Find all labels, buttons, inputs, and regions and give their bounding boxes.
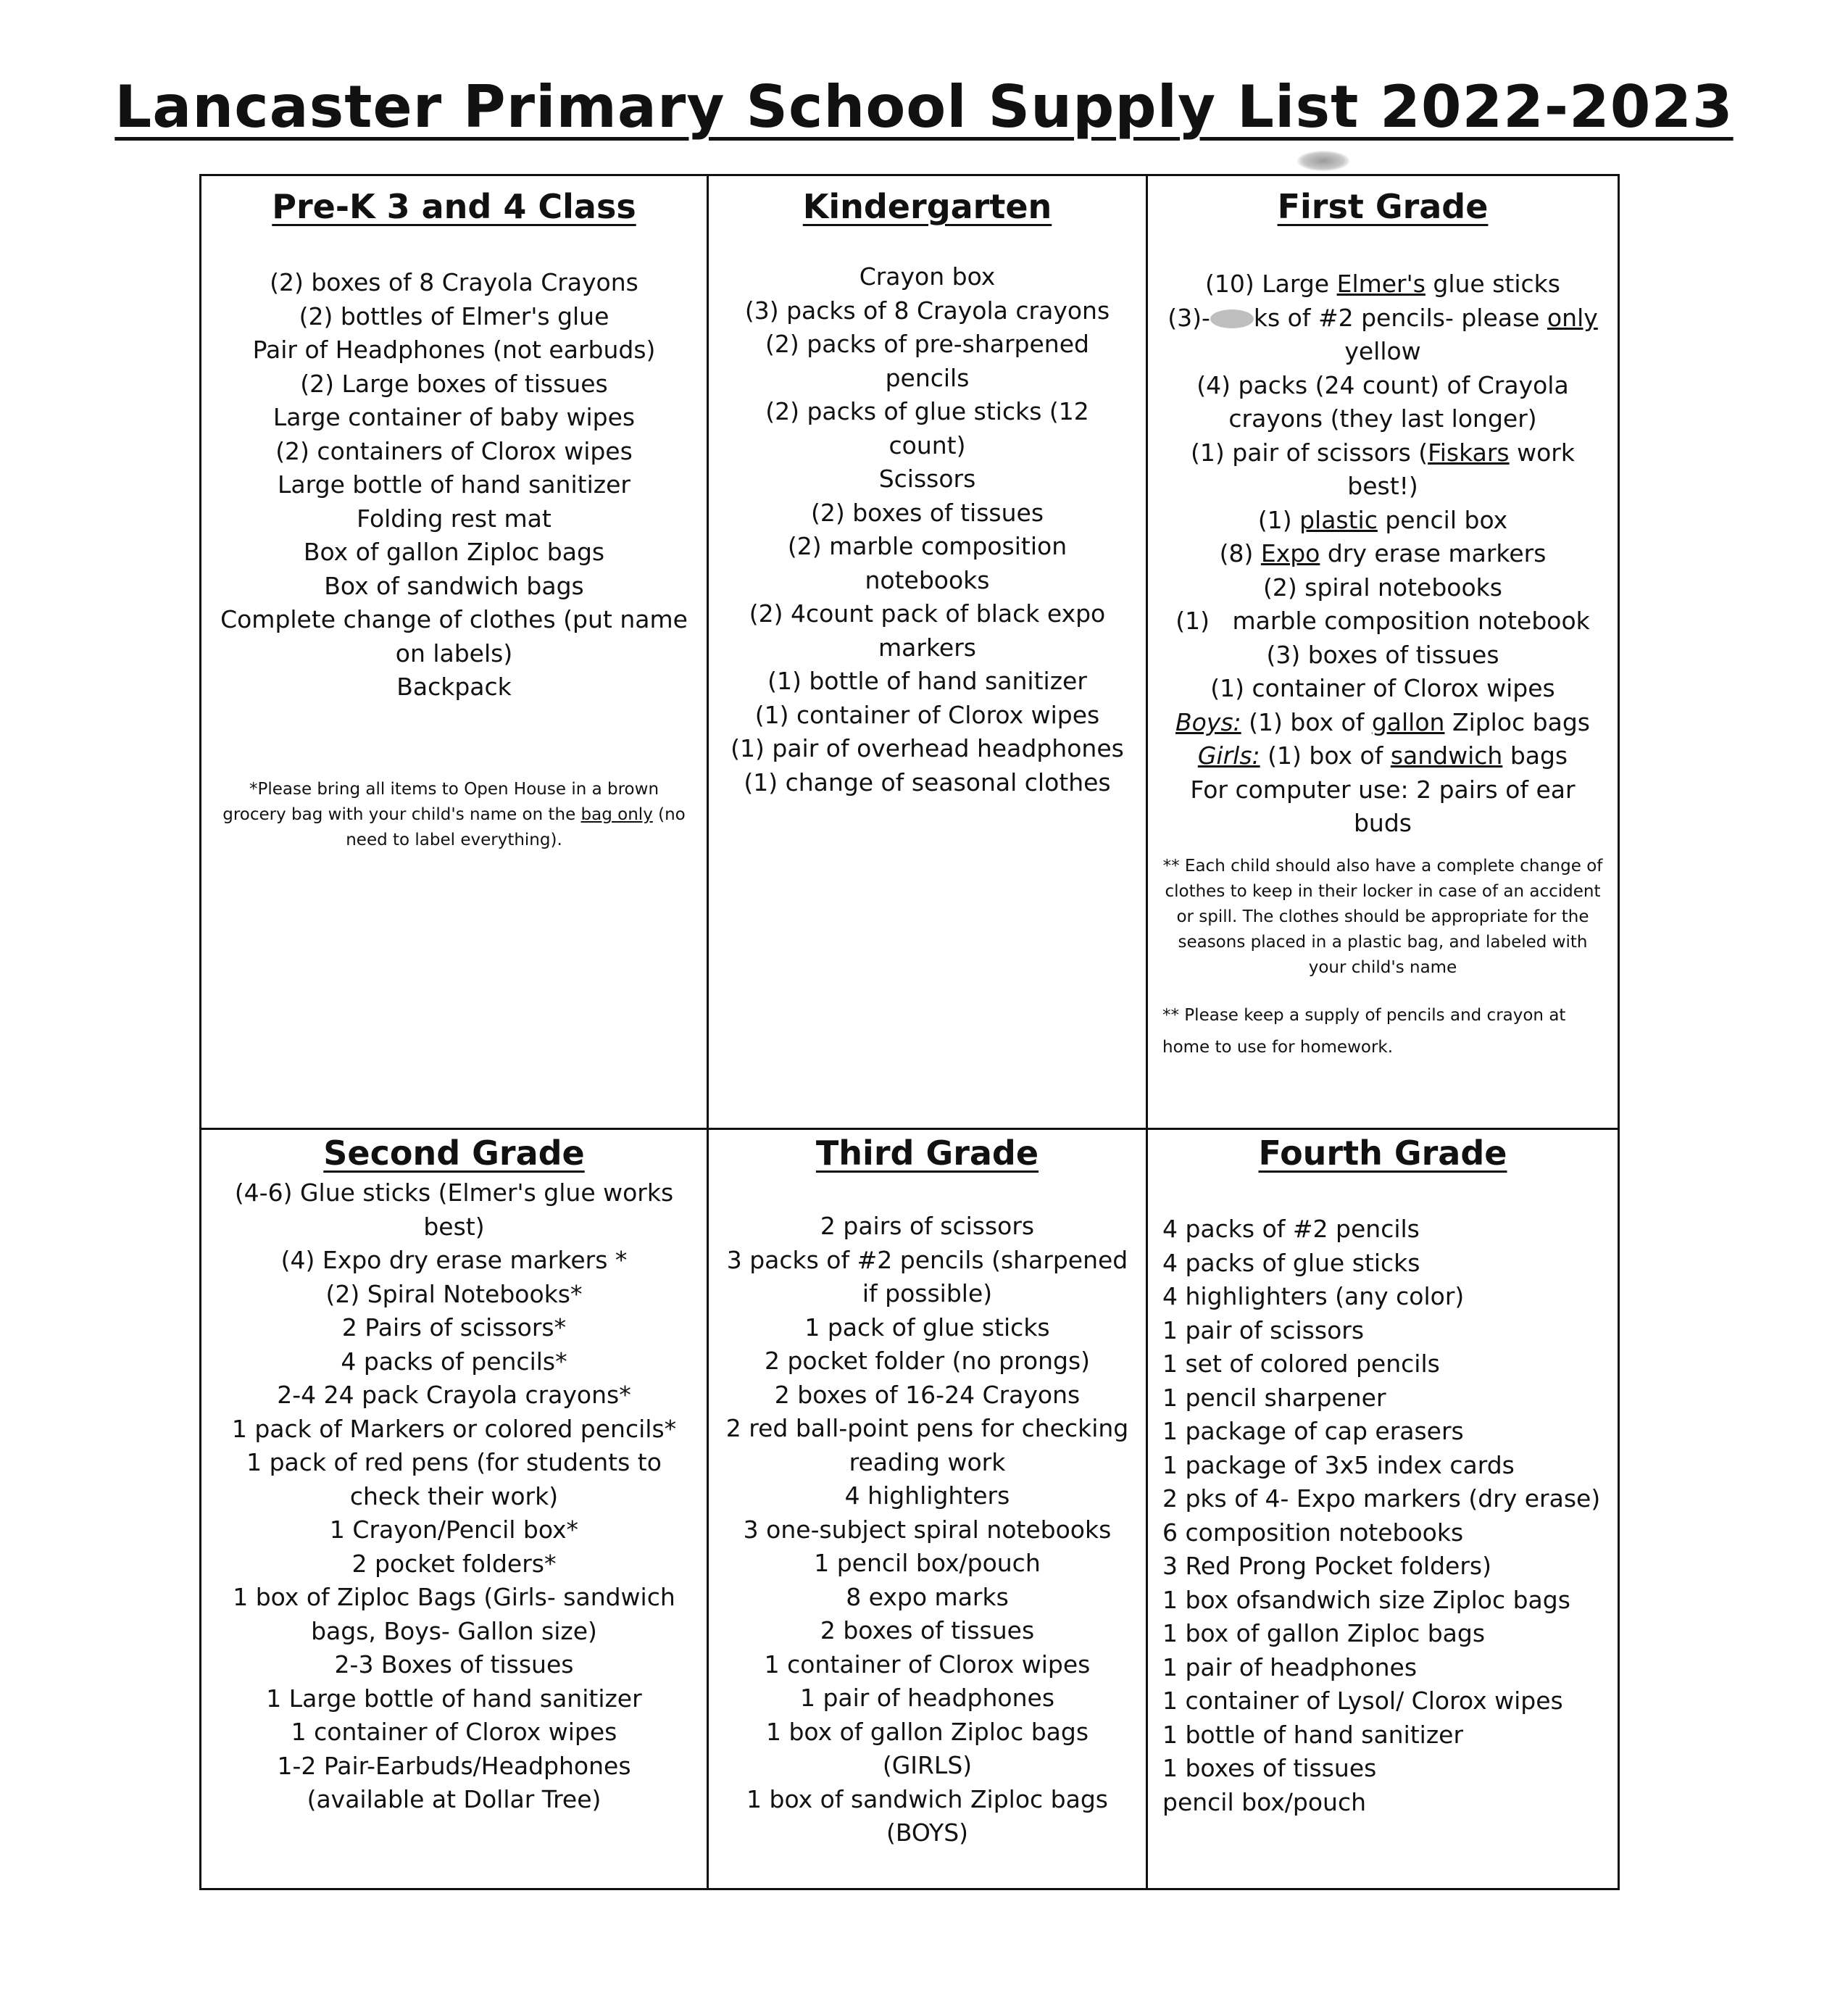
list-item: 1 pack of red pens (for students to check their work) (246, 1448, 662, 1510)
list-item: (1) change of seasonal clothes (744, 768, 1111, 797)
list-item: (2) spiral notebooks (1263, 573, 1502, 602)
list-item: 1 bottle of hand sanitizer (1162, 1720, 1464, 1749)
list-item: Folding rest mat (357, 504, 552, 533)
list-item: 6 composition notebooks (1162, 1518, 1464, 1547)
list-item: 2-3 Boxes of tissues (334, 1650, 574, 1679)
section-heading: Pre-K 3 and 4 Class (272, 187, 636, 226)
list-item: (1) bottle of hand sanitizer (767, 667, 1087, 696)
list-item: 1 container of Clorox wipes (764, 1650, 1091, 1679)
list-item: 1 package of 3x5 index cards (1162, 1450, 1515, 1479)
list-item: 1 box ofsandwich size Ziploc bags (1162, 1585, 1570, 1614)
list-item: (2) packs of glue sticks (12 count) (765, 397, 1089, 460)
list-item: 8 expo marks (846, 1582, 1009, 1611)
list-item: For computer use: 2 pairs of ear buds (1190, 775, 1576, 838)
list-item: Large bottle of hand sanitizer (278, 470, 630, 499)
list-item: (1) container of Clorox wipes (754, 700, 1100, 729)
list-item: 4 packs of glue sticks (1162, 1248, 1420, 1277)
list-item: 1 package of cap erasers (1162, 1417, 1464, 1446)
list-item: Complete change of clothes (put name on labels) (220, 605, 688, 668)
list-item: (4-6) Glue sticks (Elmer's glue works best) (234, 1178, 674, 1241)
list-item: pencil box/pouch (1162, 1787, 1367, 1816)
section-heading: Kindergarten (802, 187, 1052, 226)
list-item: (2) containers of Clorox wipes (275, 436, 633, 465)
redacted-smudge (1210, 309, 1254, 328)
list-item: 1 pack of glue sticks (804, 1313, 1050, 1342)
list-item: 3 one-subject spiral notebooks (743, 1515, 1112, 1544)
list-item: (4) packs (24 count) of Crayola crayons (they last longer) (1196, 370, 1569, 433)
list-item: 1 pencil sharpener (1162, 1383, 1386, 1412)
list-item: Boys: (1) box of gallon Ziploc bags (1175, 707, 1590, 736)
section-heading: Second Grade (323, 1134, 585, 1173)
list-item: Large container of baby wipes (272, 403, 636, 432)
list-item: (1) pair of overhead headphones (731, 734, 1124, 763)
list-item: 1 Crayon/Pencil box* (329, 1515, 579, 1544)
section-heading: First Grade (1277, 187, 1489, 226)
list-item: 1 boxes of tissues (1162, 1754, 1377, 1783)
list-item: (10) Large Elmer's glue sticks (1205, 270, 1560, 299)
section-kindergarten (709, 176, 1148, 1130)
section-third-grade (709, 1130, 1148, 1888)
list-item: 1 box of gallon Ziploc bags (1162, 1619, 1486, 1648)
list-item: 1 pack of Markers or colored pencils* (231, 1414, 677, 1443)
list-item: 4 packs of #2 pencils (1162, 1215, 1420, 1244)
list-item: 2 boxes of 16-24 Crayons (774, 1380, 1081, 1409)
list-item: 1 box of gallon Ziploc bags (GIRLS) (765, 1717, 1089, 1780)
list-item: (8) Expo dry erase markers (1219, 539, 1547, 568)
first-grade-note: ** Each child should also have a complete change of clothes to keep in their locker in case of an accident or spill. The clothes should be appropriate for the seasons placed in a plastic bag, and labeled with your child's name (1162, 856, 1603, 977)
list-item: 2 boxes of tissues (820, 1616, 1035, 1645)
list-item: 1 box of Ziploc Bags (Girls- sandwich bags, Boys- Gallon size) (233, 1583, 675, 1645)
section-prek (201, 176, 709, 1130)
list-item: 2 pocket folder (no prongs) (764, 1347, 1091, 1376)
section-heading: Fourth Grade (1258, 1134, 1507, 1173)
list-item: Pair of Headphones (not earbuds) (252, 336, 656, 365)
list-item: (4) Expo dry erase markers * (280, 1246, 628, 1275)
list-item: (2) 4count pack of black expo markers (749, 599, 1106, 662)
item-list (723, 1210, 1131, 1850)
list-item: 2 red ball-point pens for checking reading work (725, 1414, 1129, 1476)
list-item: Crayon box (859, 262, 996, 291)
page-title: Lancaster Primary School Supply List 2022-2023 (115, 73, 1733, 141)
first-grade-note: ** Please keep a supply of pencils and crayon at home to use for homework. (1162, 1005, 1566, 1057)
list-item: (2) bottles of Elmer's glue (299, 302, 609, 330)
supply-grid (199, 174, 1620, 1890)
list-item: 1 pair of scissors (1162, 1315, 1365, 1344)
item-list (1162, 1213, 1603, 1819)
list-item: 2-4 24 pack Crayola crayons* (277, 1381, 631, 1410)
list-item: 1 pair of headphones (799, 1684, 1055, 1713)
list-item: 1 box of sandwich Ziploc bags (BOYS) (746, 1784, 1108, 1847)
list-item: (3)- ks of #2 pencils- please only yellow (1168, 303, 1598, 366)
list-item: Box of sandwich bags (324, 571, 584, 600)
list-item: (2) boxes of tissues (810, 498, 1044, 527)
item-list (723, 260, 1131, 799)
list-item: (2) packs of pre-sharpened pencils (765, 330, 1089, 392)
section-heading: Third Grade (815, 1134, 1039, 1173)
list-item: 3 Red Prong Pocket folders) (1162, 1552, 1491, 1581)
section-first-grade (1148, 176, 1618, 1130)
list-item: (1) pair of scissors (Fiskars work best!) (1191, 438, 1575, 501)
list-item: 1 container of Clorox wipes (291, 1718, 617, 1747)
list-item: 1 Large bottle of hand sanitizer (266, 1684, 642, 1713)
list-item: (1) container of Clorox wipes (1210, 674, 1555, 703)
item-list (216, 1176, 692, 1817)
list-item: (3) packs of 8 Crayola crayons (744, 296, 1110, 325)
item-list (216, 266, 692, 704)
list-item: 4 highlighters (844, 1481, 1010, 1510)
section-second-grade (201, 1130, 709, 1888)
list-item: 1-2 Pair-Earbuds/Headphones (available at Dollar Tree) (277, 1751, 631, 1814)
list-item: Scissors (878, 465, 976, 494)
list-item: (3) boxes of tissues (1266, 640, 1499, 669)
list-item: 2 Pairs of scissors* (341, 1313, 567, 1342)
list-item: 4 packs of pencils* (341, 1347, 567, 1376)
prek-note: *Please bring all items to Open House in a brown grocery bag with your child's name on the bag only (no need to label everything). (222, 779, 686, 849)
list-item: 2 pks of 4- Expo markers (dry erase) (1162, 1484, 1601, 1513)
list-item: Backpack (396, 673, 512, 702)
list-item: (2) boxes of 8 Crayola Crayons (270, 268, 638, 297)
list-item: (2) Spiral Notebooks* (325, 1279, 583, 1308)
list-item: (2) marble composition notebooks (787, 532, 1067, 594)
list-item: Box of gallon Ziploc bags (303, 538, 605, 567)
ink-smudge (1297, 151, 1349, 171)
section-fourth-grade (1148, 1130, 1618, 1888)
list-item: 2 pairs of scissors (820, 1212, 1035, 1241)
list-item: Girls: (1) box of sandwich bags (1197, 741, 1568, 770)
list-item: 1 pair of headphones (1162, 1652, 1418, 1681)
list-item: 3 packs of #2 pencils (sharpened if possible) (726, 1245, 1128, 1308)
list-item: 2 pocket folders* (351, 1549, 557, 1578)
item-list (1162, 267, 1603, 841)
list-item: 1 container of Lysol/ Clorox wipes (1162, 1687, 1563, 1716)
list-item: (1) plastic pencil box (1257, 505, 1508, 534)
list-item: (2) Large boxes of tissues (300, 369, 608, 398)
list-item: 4 highlighters (any color) (1162, 1282, 1465, 1311)
list-item: (1) marble composition notebook (1175, 607, 1590, 636)
list-item: 1 pencil box/pouch (814, 1549, 1041, 1578)
list-item: 1 set of colored pencils (1162, 1350, 1440, 1379)
